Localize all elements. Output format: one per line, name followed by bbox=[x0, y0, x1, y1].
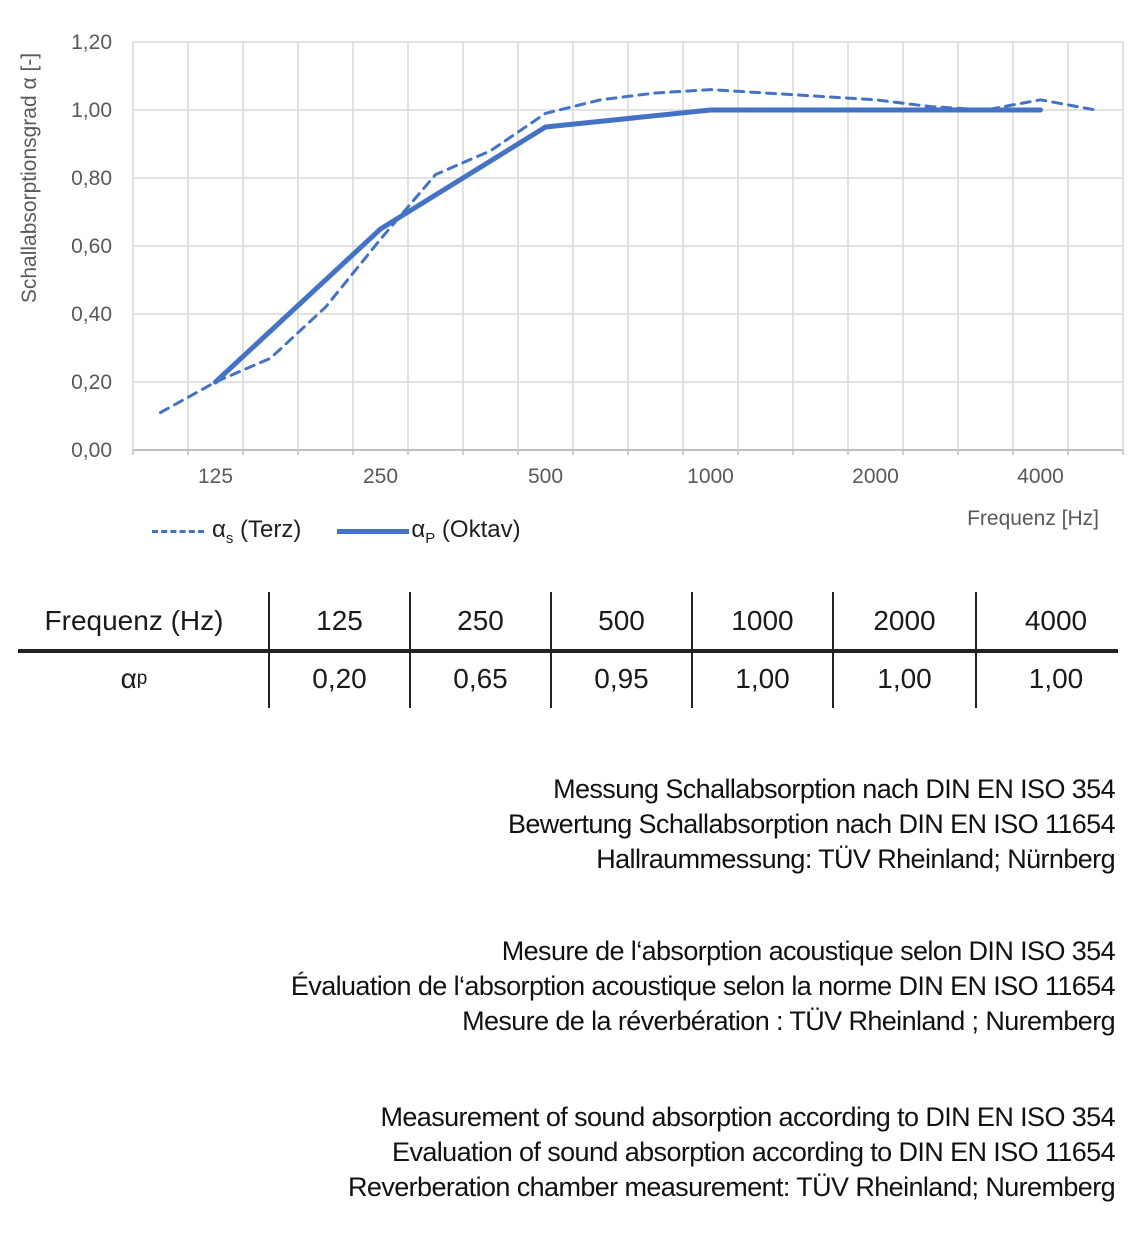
table-header-500: 500 bbox=[550, 592, 691, 650]
solid-line-sample-icon bbox=[337, 529, 409, 534]
note-line: Reverberation chamber measurement: TÜV Rheinland; Nuremberg bbox=[348, 1172, 1115, 1202]
note-line: Bewertung Schallabsorption nach DIN EN ISO 11654 bbox=[507, 809, 1115, 839]
x-axis-title: Frequenz [Hz] bbox=[967, 507, 1099, 530]
table-row-label-alpha-p: α p bbox=[120, 663, 148, 694]
y-axis-title: Schallabsorptionsgrad α [-] bbox=[18, 52, 41, 304]
x-tick-label: 125 bbox=[197, 465, 234, 488]
dashed-line-sample-icon bbox=[152, 530, 204, 533]
note-line: Mesure de l‘absorption acoustique selon DIN ISO 354 bbox=[501, 936, 1115, 966]
x-tick-label: 2000 bbox=[852, 465, 899, 488]
table-header-divider bbox=[18, 649, 1118, 653]
table-value-2000: 1,00 bbox=[832, 650, 975, 708]
table-header-250: 250 bbox=[409, 592, 550, 650]
y-tick-label: 1,20 bbox=[71, 31, 112, 54]
chart-legend bbox=[152, 516, 521, 547]
note-line: Évaluation de l‘absorption acoustique selon la norme DIN EN ISO 11654 bbox=[290, 971, 1115, 1001]
note-block-french bbox=[0, 934, 1115, 1039]
table-value-125: 0,20 bbox=[268, 650, 409, 708]
note-line: Mesure de la réverbération : TÜV Rheinland ; Nuremberg bbox=[462, 1006, 1115, 1036]
table-header-125: 125 bbox=[268, 592, 409, 650]
y-tick-label: 0,20 bbox=[71, 371, 112, 394]
chart-canvas bbox=[0, 0, 1135, 565]
note-line: Hallraummessung: TÜV Rheinland; Nürnberg bbox=[596, 844, 1115, 874]
table-value-250: 0,65 bbox=[409, 650, 550, 708]
table-header-2000: 2000 bbox=[832, 592, 975, 650]
legend-label-oktav: $\alpha_P$ (Oktav) bbox=[411, 516, 521, 547]
table-value-500: 0,95 bbox=[550, 650, 691, 708]
table-value-4000: 1,00 bbox=[975, 650, 1135, 708]
absorption-chart bbox=[0, 0, 1135, 565]
note-line: Evaluation of sound absorption according to DIN EN ISO 11654 bbox=[392, 1137, 1115, 1167]
y-tick-label: 0,80 bbox=[71, 167, 112, 190]
y-tick-label: 0,00 bbox=[71, 439, 112, 462]
y-tick-label: 0,40 bbox=[71, 303, 112, 326]
y-tick-label: 0,60 bbox=[71, 235, 112, 258]
legend-item-oktav bbox=[337, 516, 520, 547]
legend-item-terz bbox=[152, 516, 301, 547]
note-block-english bbox=[0, 1100, 1115, 1205]
note-line: Measurement of sound absorption according to DIN EN ISO 354 bbox=[380, 1102, 1115, 1132]
x-tick-label: 1000 bbox=[687, 465, 734, 488]
table-header-frequency: Frequenz (Hz) bbox=[44, 605, 224, 636]
x-tick-label: 500 bbox=[527, 465, 564, 488]
x-tick-label: 4000 bbox=[1017, 465, 1064, 488]
table-value-1000: 1,00 bbox=[691, 650, 832, 708]
note-line: Messung Schallabsorption nach DIN EN ISO 354 bbox=[553, 774, 1115, 804]
y-tick-label: 1,00 bbox=[71, 99, 112, 122]
x-tick-label: 250 bbox=[362, 465, 399, 488]
legend-label-terz: $\alpha_s$ (Terz) bbox=[212, 516, 302, 547]
table-header-1000: 1000 bbox=[691, 592, 832, 650]
note-block-german bbox=[0, 772, 1115, 877]
table-header-4000: 4000 bbox=[975, 592, 1135, 650]
